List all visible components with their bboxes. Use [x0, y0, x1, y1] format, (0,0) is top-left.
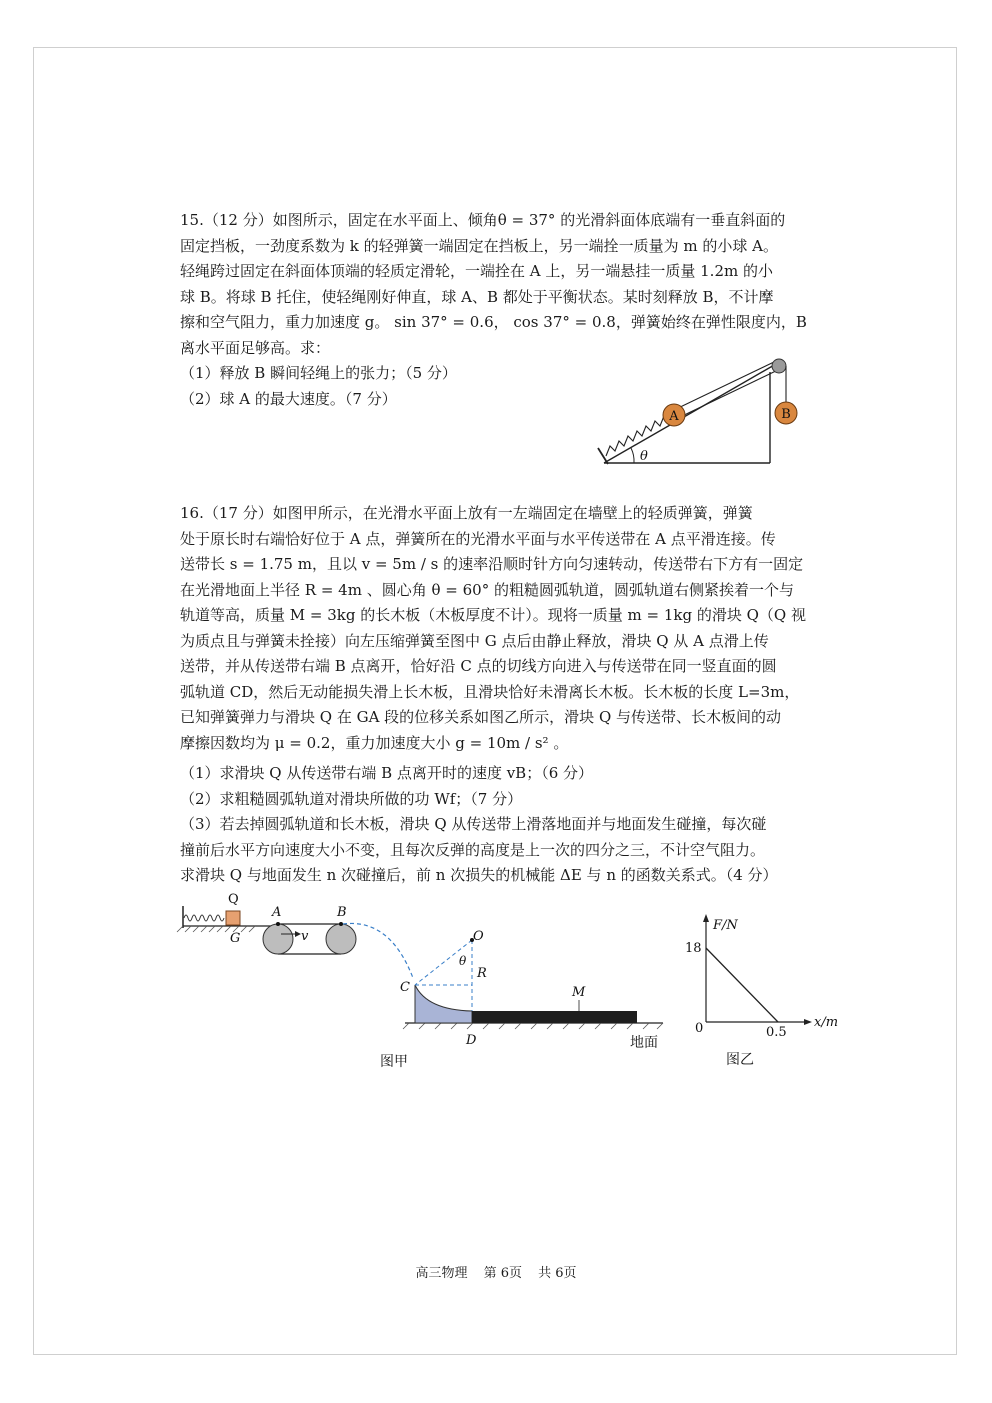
- q15-line: 离水平面足够高。求：: [180, 338, 331, 357]
- q16-sub3-line: 求滑块 Q 与地面发生 n 次碰撞后，前 n 次损失的机械能 ΔE 与 n 的函数关系式。（4 分）: [180, 866, 778, 884]
- q15-subquestion-2: （2）球 A 的最大速度。（7 分）: [180, 390, 397, 408]
- caption-fig-a: 图甲: [380, 1054, 408, 1070]
- label-o: O: [473, 929, 484, 944]
- q16-figure-b-chart: [680, 912, 850, 1072]
- label-r: R: [477, 966, 487, 981]
- page-footer: [0, 1262, 992, 1281]
- question-16-text: [180, 501, 820, 756]
- q15-line: 15.（12 分）如图所示，固定在水平面上、倾角θ = 37° 的光滑斜面体底端有一垂直斜面的: [180, 211, 786, 229]
- q15-line: 轻绳跨过固定在斜面体顶端的轻质定滑轮，一端拴在 A 上，另一端悬挂一质量 1.2m 的小: [180, 262, 773, 280]
- q15-subquestion-1: （1）释放 B 瞬间轻绳上的张力；（5 分）: [180, 364, 457, 382]
- label-q: Q: [228, 892, 239, 907]
- arc-track: [415, 985, 472, 1023]
- x-axis-label: x/m: [814, 1015, 839, 1030]
- q16-subquestion-3: [180, 812, 820, 889]
- label-ground: 地面: [630, 1035, 658, 1051]
- q16-line: 摩擦因数均为 μ = 0.2，重力加速度大小 g = 10m / s² 。: [180, 733, 569, 752]
- q16-line: 送带，并从传送带右端 B 点离开，恰好沿 C 点的切线方向进入与传送带在同一竖直面的圆: [180, 657, 777, 675]
- x-tick-label: 0.5: [766, 1025, 787, 1040]
- belt-roller-right: [326, 924, 356, 954]
- question-15-text: [180, 208, 820, 361]
- q16-line: 为质点且与弹簧未拴接）向左压缩弹簧至图中 G 点后由静止释放，滑块 Q 从 A 点滑上传: [180, 631, 769, 650]
- q16-line: 在光滑地面上半径 R = 4m 、圆心角 θ = 60° 的粗糙圆弧轨道，圆弧轨道右侧紧挨着一个与: [180, 580, 794, 599]
- q15-line: 擦和空气阻力，重力加速度 g。 sin 37° = 0.6， cos 37° = 0.8，弹簧始终在弹性限度内，B: [180, 313, 807, 331]
- q16-line: 弧轨道 CD，然后无动能损失滑上长木板，且滑块恰好未滑离长木板。长木板的长度 L=3m，: [180, 682, 800, 701]
- y-axis-label: F/N: [713, 918, 738, 933]
- angle-theta-label: θ: [640, 449, 648, 464]
- label-theta: θ: [459, 954, 467, 968]
- label-b: B: [337, 905, 347, 920]
- q16-subquestion-1: （1）求滑块 Q 从传送带右端 B 点离开时的速度 vB；（6 分）: [180, 764, 594, 782]
- label-d: D: [466, 1033, 477, 1048]
- q16-line: 已知弹簧弹力与滑块 Q 在 GA 段的位移关系如图乙所示，滑块 Q 与传送带、长木板间的动: [180, 708, 782, 726]
- footer-total: 共 6页: [538, 1266, 577, 1281]
- y-tick-label: 18: [685, 941, 702, 956]
- slider-q: [226, 911, 240, 925]
- belt-roller-left: [263, 924, 293, 954]
- force-line: [706, 948, 778, 1022]
- label-v: v: [301, 929, 309, 944]
- label-a: A: [272, 905, 282, 920]
- q16-subquestion-2: （2）求粗糙圆弧轨道对滑块所做的功 Wf；（7 分）: [180, 790, 523, 808]
- label-g: G: [230, 931, 241, 946]
- footer-subject: 高三物理: [415, 1266, 468, 1281]
- q15-line: 球 B。将球 B 托住，使轻绳刚好伸直，球 A、B 都处于平衡状态。某时刻释放 B，不计摩: [180, 287, 774, 306]
- caption-fig-b: 图乙: [726, 1052, 754, 1068]
- label-m: M: [572, 985, 586, 1000]
- q16-line: 轨道等高，质量 M = 3kg 的长木板（木板厚度不计）。现将一质量 m = 1kg 的滑块 Q（Q 视: [180, 606, 806, 624]
- label-c: C: [400, 980, 410, 995]
- q15-incline-figure: [590, 350, 810, 475]
- q16-line: 16.（17 分）如图甲所示，在光滑水平面上放有一左端固定在墙壁上的轻质弹簧，弹簧: [180, 504, 753, 522]
- q16-line: 送带长 s = 1.75 m，且以 v = 5m / s 的速率沿顺时针方向匀速转动，传送带右下方有一固定: [180, 555, 804, 573]
- spring-shape: [606, 416, 664, 456]
- ball-b-label: B: [781, 407, 791, 422]
- q16-sub3-line: （3）若去掉圆弧轨道和长木板，滑块 Q 从传送带上滑落地面并与地面发生碰撞，每次碰: [180, 815, 767, 833]
- footer-page: 第 6页: [483, 1266, 522, 1281]
- q15-line: 固定挡板，一劲度系数为 k 的轻弹簧一端固定在挡板上，另一端拴一质量为 m 的小球 A。: [180, 236, 778, 255]
- x-origin-label: 0: [695, 1021, 704, 1036]
- pulley-icon: [772, 359, 786, 373]
- ball-a-label: A: [669, 409, 679, 424]
- spring-shape: [184, 915, 224, 921]
- q16-figure-a: [175, 888, 675, 1073]
- long-board: [472, 1011, 637, 1023]
- q16-sub3-line: 撞前后水平方向速度大小不变，且每次反弹的高度是上一次的四分之三，不计空气阻力。: [180, 840, 766, 859]
- q16-line: 处于原长时右端恰好位于 A 点，弹簧所在的光滑水平面与水平传送带在 A 点平滑连接。传: [180, 529, 776, 548]
